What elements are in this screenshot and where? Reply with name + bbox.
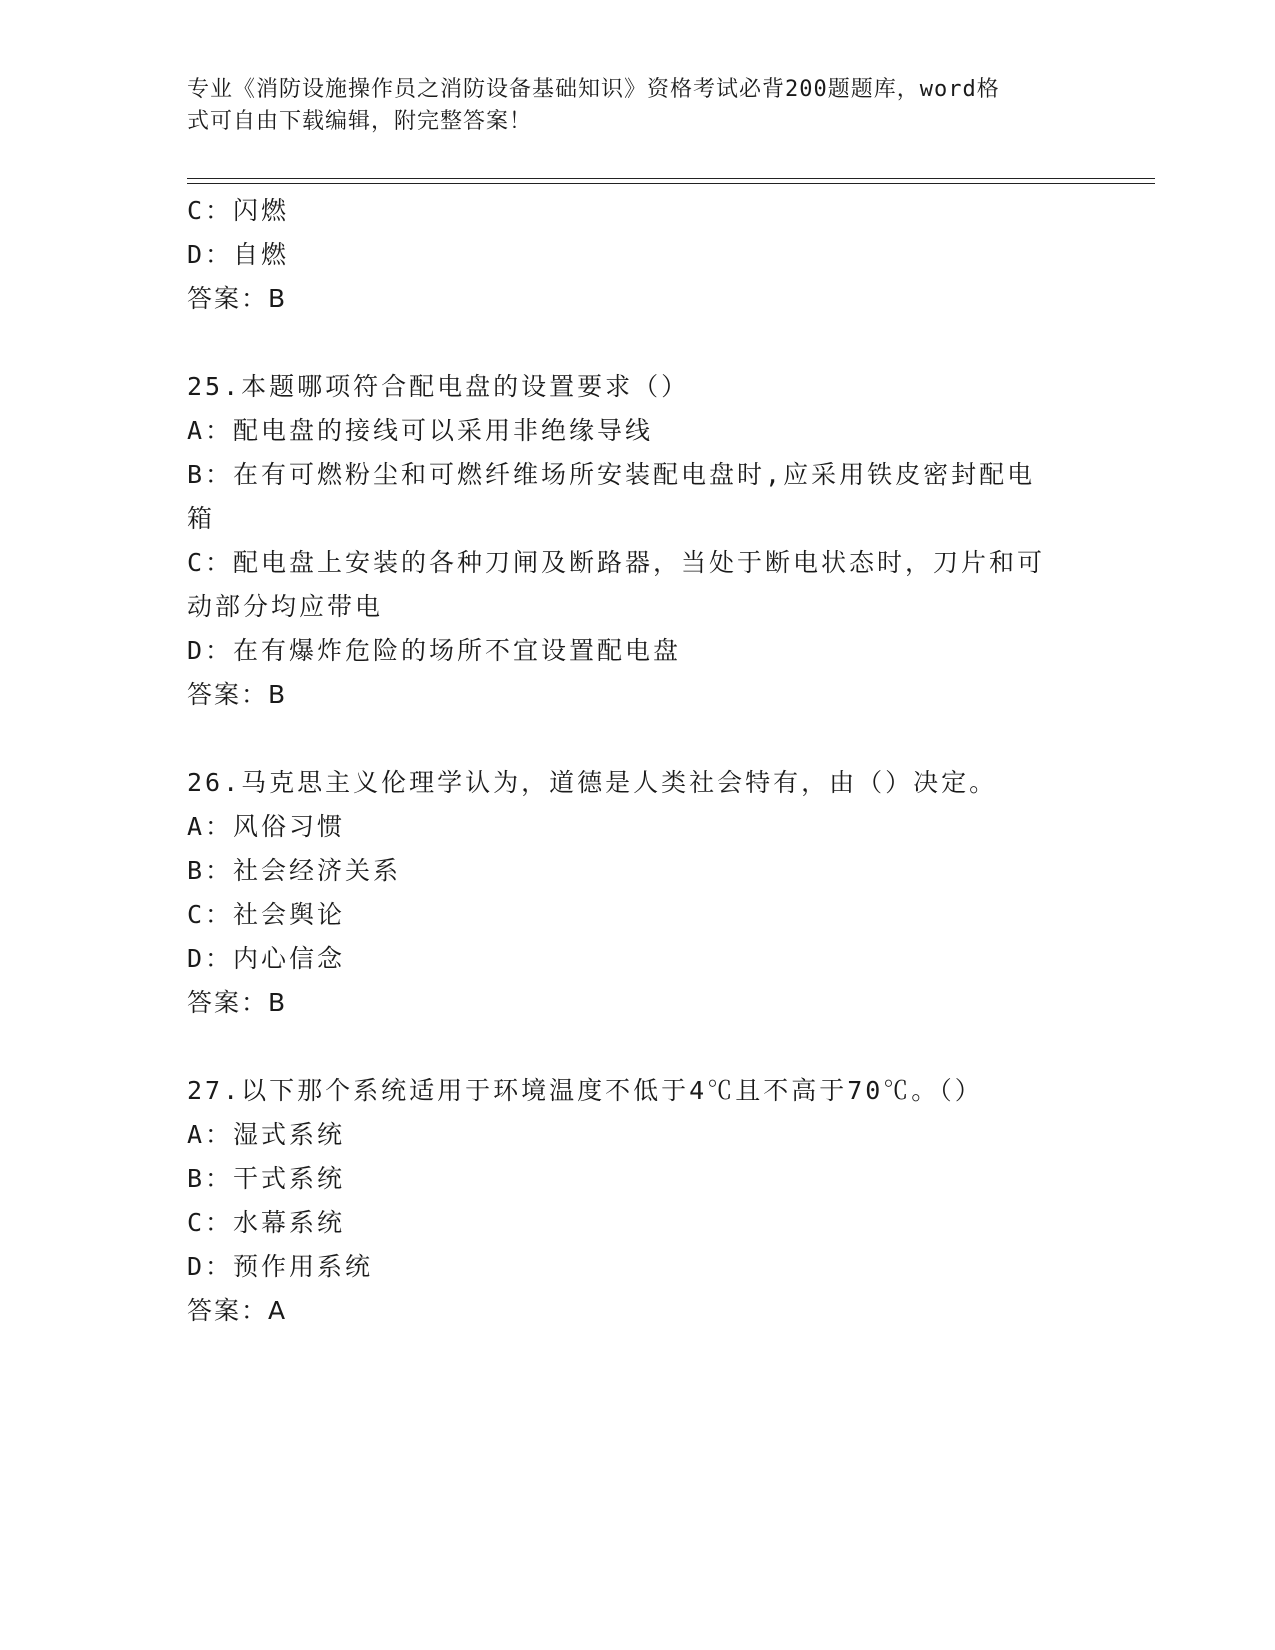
q25-option-a: A：配电盘的接线可以采用非绝缘导线 <box>187 416 654 445</box>
header-title-line-2: 式可自由下载编辑，附完整答案！ <box>187 109 533 134</box>
q26-option-b: B：社会经济关系 <box>187 856 402 885</box>
q27-option-c: C：水幕系统 <box>187 1208 346 1237</box>
q26-answer: 答案：B <box>187 988 288 1017</box>
header-title-line-1: 专业《消防设施操作员之消防设备基础知识》资格考试必背200题题库，word格 <box>187 77 1000 102</box>
header-divider-bottom <box>187 183 1155 184</box>
prev-option-c: C：闪燃 <box>187 196 290 225</box>
q25-question: 25.本题哪项符合配电盘的设置要求（） <box>187 372 690 401</box>
header-divider-top <box>187 178 1155 179</box>
q25-answer: 答案：B <box>187 680 288 709</box>
q25-option-d: D：在有爆炸危险的场所不宜设置配电盘 <box>187 636 682 665</box>
q27-option-d: D：预作用系统 <box>187 1252 374 1281</box>
q26-option-c: C：社会舆论 <box>187 900 346 929</box>
prev-option-d: D：自燃 <box>187 240 290 269</box>
q25-option-b-line-1: B：在有可燃粉尘和可燃纤维场所安装配电盘时,应采用铁皮密封配电 <box>187 460 1036 489</box>
q25-option-c-line-2: 动部分均应带电 <box>187 592 384 621</box>
q27-option-a: A：湿式系统 <box>187 1120 346 1149</box>
q26-option-a: A：风俗习惯 <box>187 812 346 841</box>
q26-option-d: D：内心信念 <box>187 944 346 973</box>
document-header <box>187 74 1077 138</box>
q27-option-b: B：干式系统 <box>187 1164 346 1193</box>
q26-question: 26.马克思主义伦理学认为，道德是人类社会特有，由（）决定。 <box>187 768 998 797</box>
q27-answer: 答案：A <box>187 1296 288 1325</box>
q25-option-b-line-2: 箱 <box>187 504 216 533</box>
q27-question: 27.以下那个系统适用于环境温度不低于4℃且不高于70℃。（） <box>187 1076 983 1105</box>
prev-answer: 答案：B <box>187 284 288 313</box>
q25-option-c-line-1: C：配电盘上安装的各种刀闸及断路器，当处于断电状态时，刀片和可 <box>187 548 1046 577</box>
